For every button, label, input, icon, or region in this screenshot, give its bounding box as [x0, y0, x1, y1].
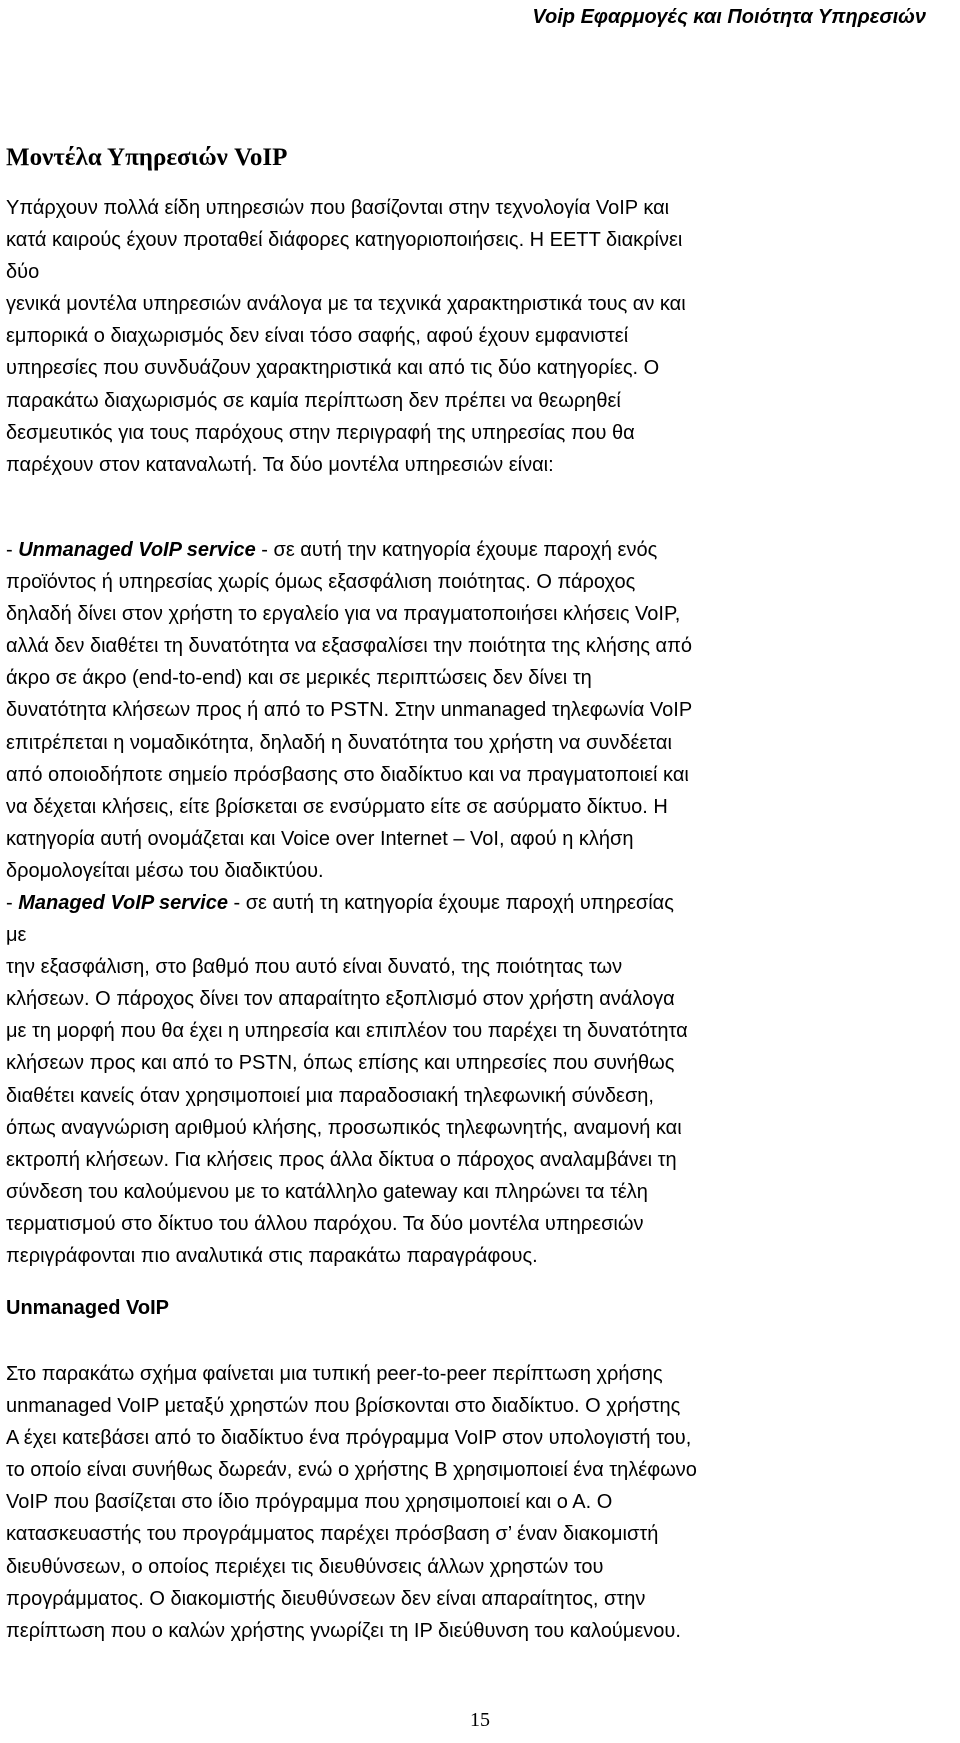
text-line: κατά καιρούς έχουν προταθεί διάφορες κατηγοριοποιήσεις. Η ΕΕΤΤ διακρίνει [6, 229, 683, 252]
page-number: 15 [470, 1709, 490, 1731]
text-line: δυνατότητα κλήσεων προς ή από το PSTN. Στην unmanaged τηλεφωνία VoIP [6, 699, 693, 722]
section-title: Μοντέλα Υπηρεσιών VoIP [6, 144, 288, 171]
text-line: δηλαδή δίνει στον χρήστη το εργαλείο για να πραγματοποιήσει κλήσεις VoIP, [6, 603, 681, 626]
text-line: περιγράφονται πιο αναλυτικά στις παρακάτω παραγράφους. [6, 1245, 538, 1268]
unmanaged-description-paragraph [6, 1358, 956, 1647]
text-line: κατηγορία αυτή ονομάζεται και Voice over Internet – VoI, αφού η κλήση [6, 827, 634, 850]
text-line: δεσμευτικός για τους παρόχους στην περιγραφή της υπηρεσίας που θα [6, 421, 635, 444]
text-line: Στο παρακάτω σχήμα φαίνεται μια τυπική peer-to-peer περίπτωση χρήσης [6, 1363, 663, 1385]
text-line: τερματισμού στο δίκτυο του άλλου παρόχου. Τα δύο μοντέλα υπηρεσιών [6, 1212, 644, 1235]
text-line: το οποίο είναι συνήθως δωρεάν, ενώ ο χρήστης Β χρησιμοποιεί ένα τηλέφωνο [6, 1459, 697, 1482]
list-dash: - [6, 892, 19, 914]
text-line: σύνδεση του καλούμενου με το κατάλληλο gateway και πληρώνει τα τέλη [6, 1180, 648, 1203]
text-line: VoIP που βασίζεται στο ίδιο πρόγραμμα που χρησιμοποιεί και ο Α. Ο [6, 1491, 613, 1514]
text-line: προϊόντος ή υπηρεσίας χωρίς όμως εξασφάλιση ποιότητας. Ο πάροχος [6, 571, 636, 594]
text-line: κλήσεων προς και από το PSTN, όπως επίσης και υπηρεσίες που συνήθως [6, 1052, 675, 1075]
text-line: παρέχουν στον καταναλωτή. Τα δύο μοντέλα υπηρεσιών είναι: [6, 453, 554, 476]
text-line: Α έχει κατεβάσει από το διαδίκτυο ένα πρόγραμμα VoIP στον υπολογιστή του, [6, 1427, 692, 1450]
text-line: εμπορικά ο διαχωρισμός δεν είναι τόσο σαφής, αφού έχουν εμφανιστεί [6, 325, 629, 348]
text-line: γενικά μοντέλα υπηρεσιών ανάλογα με τα τεχνικά χαρακτηριστικά τους αν και [6, 293, 686, 316]
text-line: επιτρέπεται η νομαδικότητα, δηλαδή η δυνατότητα του χρήστη να συνδέεται [6, 731, 672, 754]
text-line: άκρο σε άκρο (end-to-end) και σε μερικές περιπτώσεις δεν δίνει τη [6, 667, 592, 690]
text-line: υπηρεσίες που συνδυάζουν χαρακτηριστικά και από τις δύο κατηγορίες. Ο [6, 357, 660, 380]
text-line: unmanaged VoIP μεταξύ χρηστών που βρίσκονται στο διαδίκτυο. Ο χρήστης [6, 1395, 681, 1418]
managed-model-paragraph [6, 887, 956, 1272]
model-term-managed: Managed VoIP service [18, 892, 228, 914]
text-line: δύο [6, 261, 40, 284]
text-line: αλλά δεν διαθέτει τη δυνατότητα να εξασφαλίσει την ποιότητα της κλήσης από [6, 635, 693, 658]
list-dash: - [6, 539, 19, 561]
model-definition: - σε αυτή τη κατηγορία έχουμε παροχή υπηρεσίας [227, 892, 674, 914]
text-line: κλήσεων. Ο πάροχος δίνει τον απαραίτητο εξοπλισμό στον χρήστη ανάλογα [6, 988, 675, 1011]
text-line: την εξασφάλιση, στο βαθμό που αυτό είναι δυνατό, της ποιότητας των [6, 956, 623, 979]
text-line: με τη μορφή που θα έχει η υπηρεσία και επιπλέον του παρέχει τη δυνατότητα [6, 1020, 688, 1043]
text-line: με [6, 924, 27, 947]
model-term-unmanaged: Unmanaged VoIP service [18, 539, 256, 561]
model-definition: - σε αυτή την κατηγορία έχουμε παροχή ενός [255, 539, 658, 561]
text-line: δρομολογείται μέσω του διαδικτύου. [6, 859, 324, 882]
text-line: παρακάτω διαχωρισμός σε καμία περίπτωση δεν πρέπει να θεωρηθεί [6, 389, 621, 412]
text-line: προγράμματος. Ο διακομιστής διευθύνσεων δεν είναι απαραίτητος, στην [6, 1587, 646, 1610]
text-line: εκτροπή κλήσεων. Για κλήσεις προς άλλα δίκτυα ο πάροχος αναλαμβάνει τη [6, 1148, 677, 1171]
text-line: Υπάρχουν πολλά είδη υπηρεσιών που βασίζονται στην τεχνολογία VoIP και [6, 197, 670, 219]
unmanaged-model-paragraph [6, 534, 956, 887]
text-line: κατασκευαστής του προγράμματος παρέχει πρόσβαση σ’ έναν διακομιστή [6, 1523, 659, 1546]
text-line: διαθέτει κανείς όταν χρησιμοποιεί μια παραδοσιακή τηλεφωνική σύνδεση, [6, 1084, 654, 1107]
text-line: από οποιοδήποτε σημείο πρόσβασης στο διαδίκτυο και να πραγματοποιεί και [6, 763, 689, 786]
subsection-heading: Unmanaged VoIP [6, 1297, 169, 1319]
text-line: περίπτωση που ο καλών χρήστης γνωρίζει τη IP διεύθυνση του καλούμενου. [6, 1619, 681, 1642]
running-header: Voip Εφαρμογές και Ποιότητα Υπηρεσιών [532, 6, 926, 28]
text-line: διευθύνσεων, ο οποίος περιέχει τις διευθύνσεις άλλων χρηστών του [6, 1555, 604, 1578]
model-first-line [6, 534, 956, 566]
text-line: όπως αναγνώριση αριθμού κλήσης, προσωπικός τηλεφωνητής, αναμονή και [6, 1116, 682, 1139]
text-line: να δέχεται κλήσεις, είτε βρίσκεται σε ενσύρματο είτε σε ασύρματο δίκτυο. Η [6, 795, 668, 818]
model-first-line [6, 887, 956, 919]
intro-paragraph [6, 192, 956, 481]
